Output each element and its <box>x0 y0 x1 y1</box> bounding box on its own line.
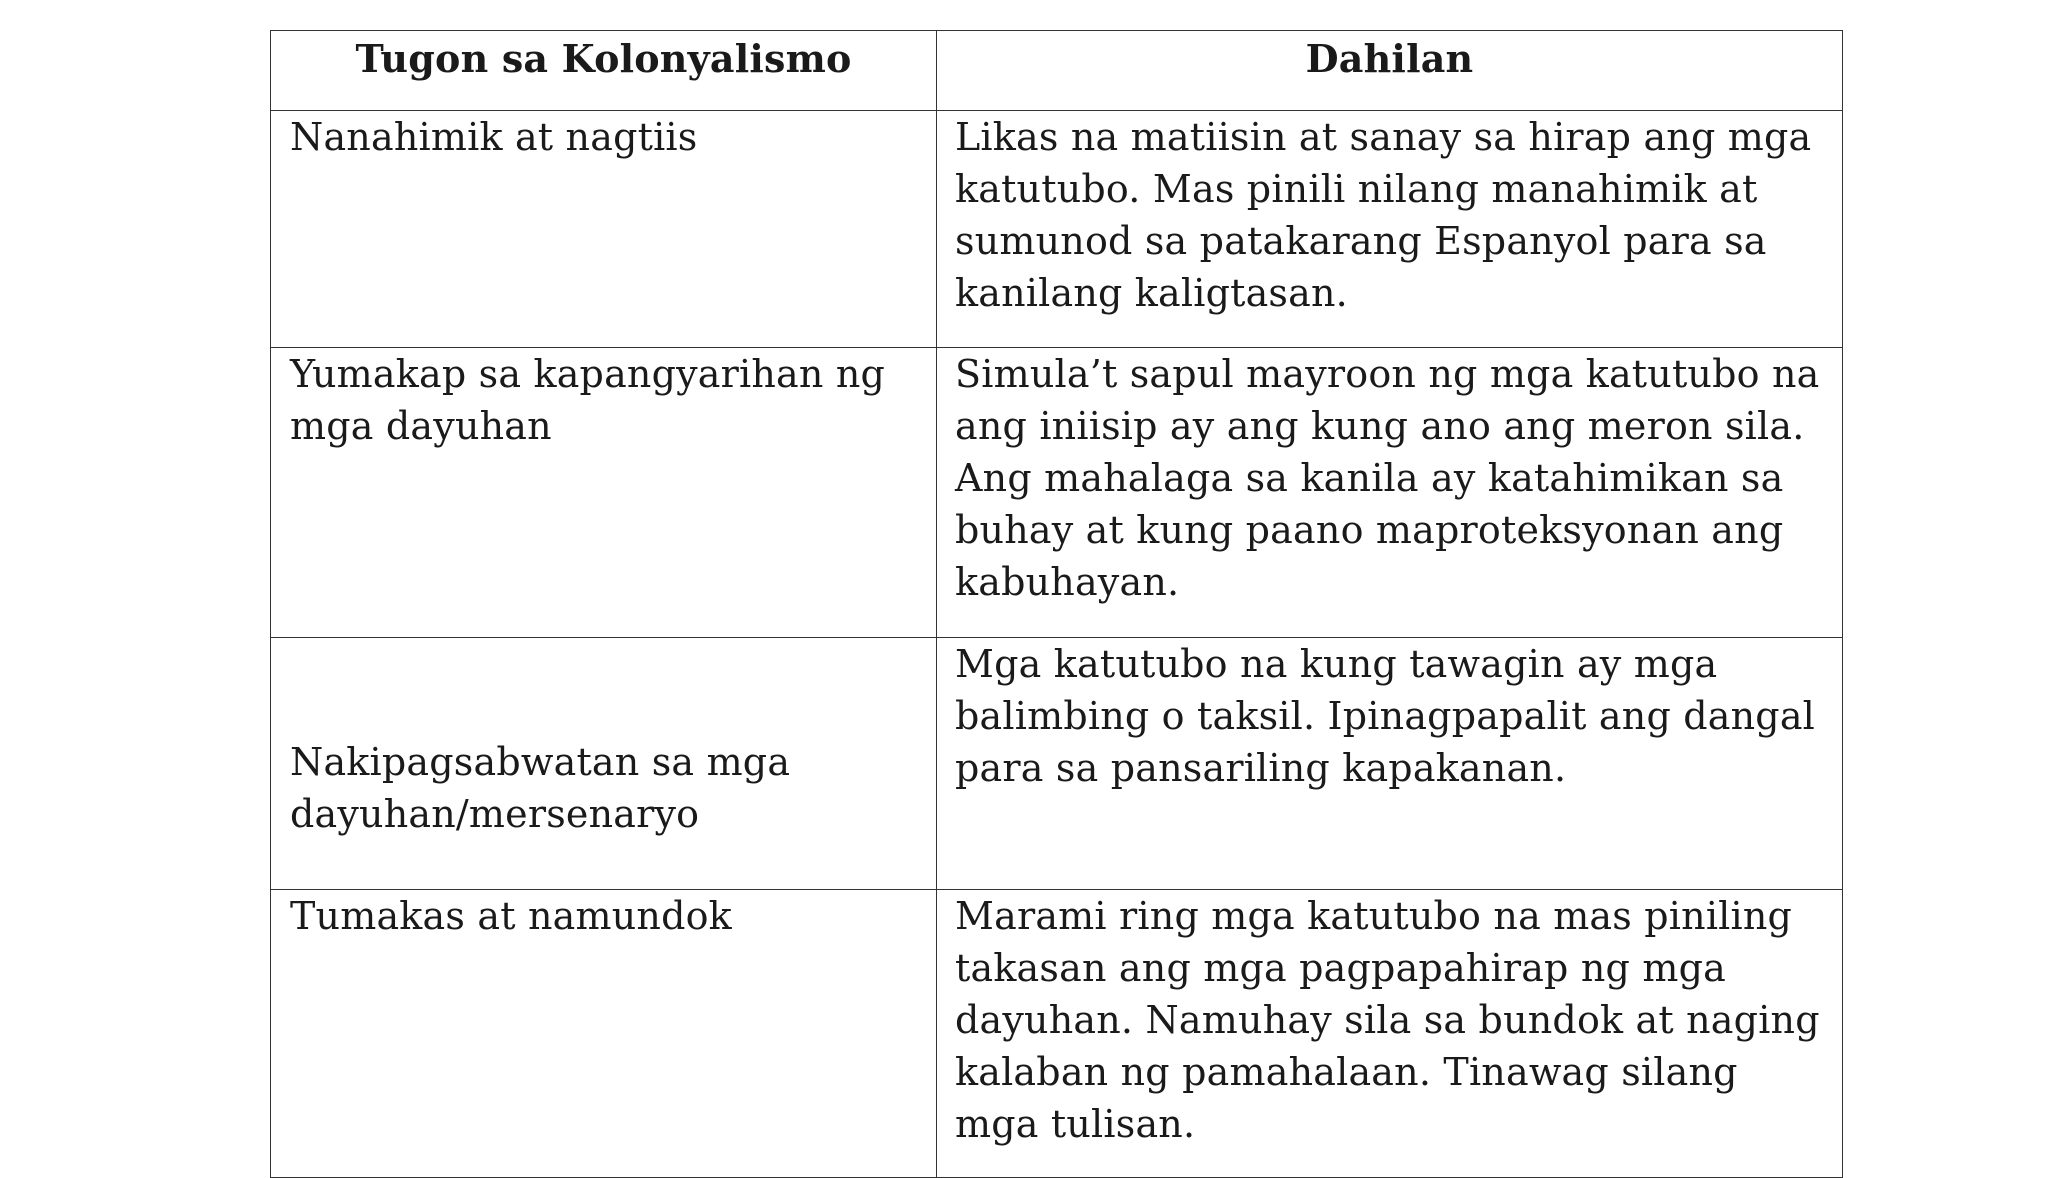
response-cell <box>271 111 937 348</box>
table-row <box>271 111 1843 348</box>
table-header-row <box>271 31 1843 111</box>
reason-text: Mga katutubo na kung tawagin ay mga balimbing o taksil. Ipinagpapalit ang dangal para sa pansariling kapakanan. <box>955 642 1816 790</box>
reason-cell <box>937 638 1843 890</box>
table-row <box>271 890 1843 1178</box>
reason-cell <box>937 111 1843 348</box>
reason-text: Likas na matiisin at sanay sa hirap ang mga katutubo. Mas pinili nilang manahimik at sumunod sa patakarang Espanyol para sa kanilang kaligtasan. <box>955 115 1812 315</box>
response-text: Tumakas at namundok <box>290 894 732 938</box>
reason-text: Simula’t sapul mayroon ng mga katutubo na ang iniisip ay ang kung ano ang meron sila. Ang mahalaga sa kanila ay katahimikan sa buhay at kung paano maproteksyonan ang kabuhayan. <box>955 352 1820 604</box>
response-cell <box>271 348 937 638</box>
response-text: Nakipagsabwatan sa mga dayuhan/mersenaryo <box>290 739 791 836</box>
colonialism-response-table <box>270 30 1843 1178</box>
reason-text: Marami ring mga katutubo na mas piniling takasan ang mga pagpapahirap ng mga dayuhan. Namuhay sila sa bundok at naging kalaban ng pamahalaan. Tinawag silang mga tulisan. <box>955 894 1820 1146</box>
response-text: Nanahimik at nagtiis <box>290 115 698 159</box>
reason-cell <box>937 348 1843 638</box>
table-row <box>271 638 1843 890</box>
table-row <box>271 348 1843 638</box>
reason-cell <box>937 890 1843 1178</box>
response-cell <box>271 638 937 890</box>
response-text: Yumakap sa kapangyarihan ng mga dayuhan <box>290 352 886 448</box>
header-reason: Dahilan <box>937 31 1843 111</box>
response-cell <box>271 890 937 1178</box>
header-response: Tugon sa Kolonyalismo <box>271 31 937 111</box>
